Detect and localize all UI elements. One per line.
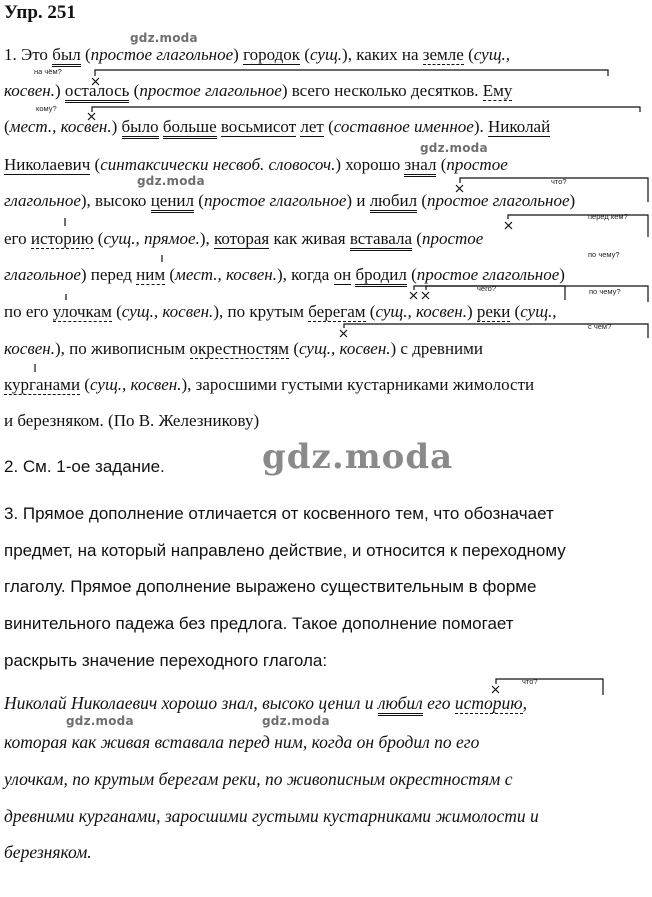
task1-line-7: глагольное) перед ним (мест., косвен.), когда он бродил (простое глагольное) xyxy=(4,264,648,286)
watermark-2: gdz.moda xyxy=(420,141,488,155)
watermark-5: gdz.moda xyxy=(262,714,330,728)
watermark-4: gdz.moda xyxy=(66,714,134,728)
x-mark-1 xyxy=(92,78,99,85)
note-po-chemu-1: по чему? xyxy=(588,250,620,259)
task1-line-11: и березняком. (По В. Железникову) xyxy=(4,411,260,430)
example-predicate-lyubil: любил xyxy=(378,693,423,716)
example-line-4: древними курганами, заросшими густыми кустарниками жимолости и xyxy=(4,806,539,826)
task1-line-1: 1. Это был (простое глагольное) городок (сущ.), каких на земле (сущ., xyxy=(4,44,648,66)
watermark-big: gdz.moda xyxy=(262,437,454,477)
task1-line-4: Николаевич (синтаксически несвоб. словосоч.) хорошо знал (простое xyxy=(4,154,648,176)
x-mark-4 xyxy=(505,222,512,229)
bracket-4 xyxy=(508,215,648,237)
task3-line-5: раскрыть значение переходного глагола: xyxy=(4,651,328,670)
task1-line-6: его историю (сущ., прямое.), которая как живая вставала (простое xyxy=(4,228,648,250)
predicate-ostalos: осталось xyxy=(65,81,130,103)
x-mark-5 xyxy=(410,292,417,299)
watermark-3: gdz.moda xyxy=(137,174,205,188)
note-pered-kem: перед кем? xyxy=(588,212,628,221)
x-mark-2 xyxy=(88,113,95,120)
example-line-5: березняком. xyxy=(4,842,92,862)
note-chto-1: что? xyxy=(551,177,567,186)
note-s-chem: с чем? xyxy=(588,322,612,331)
task2-text: 2. См. 1-ое задание. xyxy=(4,457,165,476)
task3-line-3: глаголу. Прямое дополнение выражено существительным в форме xyxy=(4,577,537,596)
note-chto-2: что? xyxy=(522,677,538,686)
predicate-byl: был xyxy=(52,45,81,67)
task1-line-5: глагольное), высоко ценил (простое глагольное) и любил (простое глагольное) xyxy=(4,190,648,212)
task1-line-10: курганами (сущ., косвен.), заросшими густыми кустарниками жимолости xyxy=(4,375,535,394)
note-na-chem: на чём? xyxy=(34,67,62,76)
note-komu: кому? xyxy=(36,104,57,113)
bracket-6 xyxy=(426,286,565,300)
bracket-3 xyxy=(460,178,648,202)
bracket-7 xyxy=(344,324,648,338)
subject-gorodok: городок xyxy=(243,45,301,64)
watermark-1: gdz.moda xyxy=(130,31,198,45)
x-mark-6 xyxy=(422,292,429,299)
task3-line-1: 3. Прямое дополнение отличается от косвенного тем, что обозначает xyxy=(4,504,554,523)
note-chego: чего? xyxy=(477,284,496,293)
example-line-3: улочкам, по крутым берегам реки, по живописным окрестностям с xyxy=(4,769,513,789)
task3-line-4: винительного падежа без предлога. Такое дополнение помогает xyxy=(4,614,514,633)
exercise-title: Упр. 251 xyxy=(4,2,76,23)
task3-line-2: предмет, на который направлено действие, и относится к переходному xyxy=(4,541,566,560)
example-line-1: Николай Николаевич хорошо знал, высоко ценил и любил его историю, xyxy=(4,692,648,714)
x-mark-7 xyxy=(340,330,347,337)
example-line-2: которая как живая вставала перед ним, когда он бродил по его xyxy=(4,732,480,752)
bracket-5 xyxy=(414,286,648,302)
task1-line-2: косвен.) осталось (простое глагольное) всего несколько десятков. Ему xyxy=(4,80,648,102)
object-emu: Ему xyxy=(482,81,513,100)
x-mark-3 xyxy=(456,185,463,192)
task1-line-8: по его улочкам (сущ., косвен.), по крутым берегам (сущ., косвен.) реки (сущ., xyxy=(4,302,557,321)
bracket-1 xyxy=(95,70,608,76)
task1-line-3: (мест., косвен.) было больше восьмисот лет (составное именное). Николай xyxy=(4,116,648,138)
note-po-chemu-2: по чему? xyxy=(589,287,621,296)
object-zemle: земле xyxy=(422,45,464,64)
task1-line-9: косвен.), по живописным окрестностям (сущ., косвен.) с древними xyxy=(4,339,483,358)
example-object-istoriyu: историю xyxy=(454,693,523,713)
bracket-2 xyxy=(92,107,640,112)
